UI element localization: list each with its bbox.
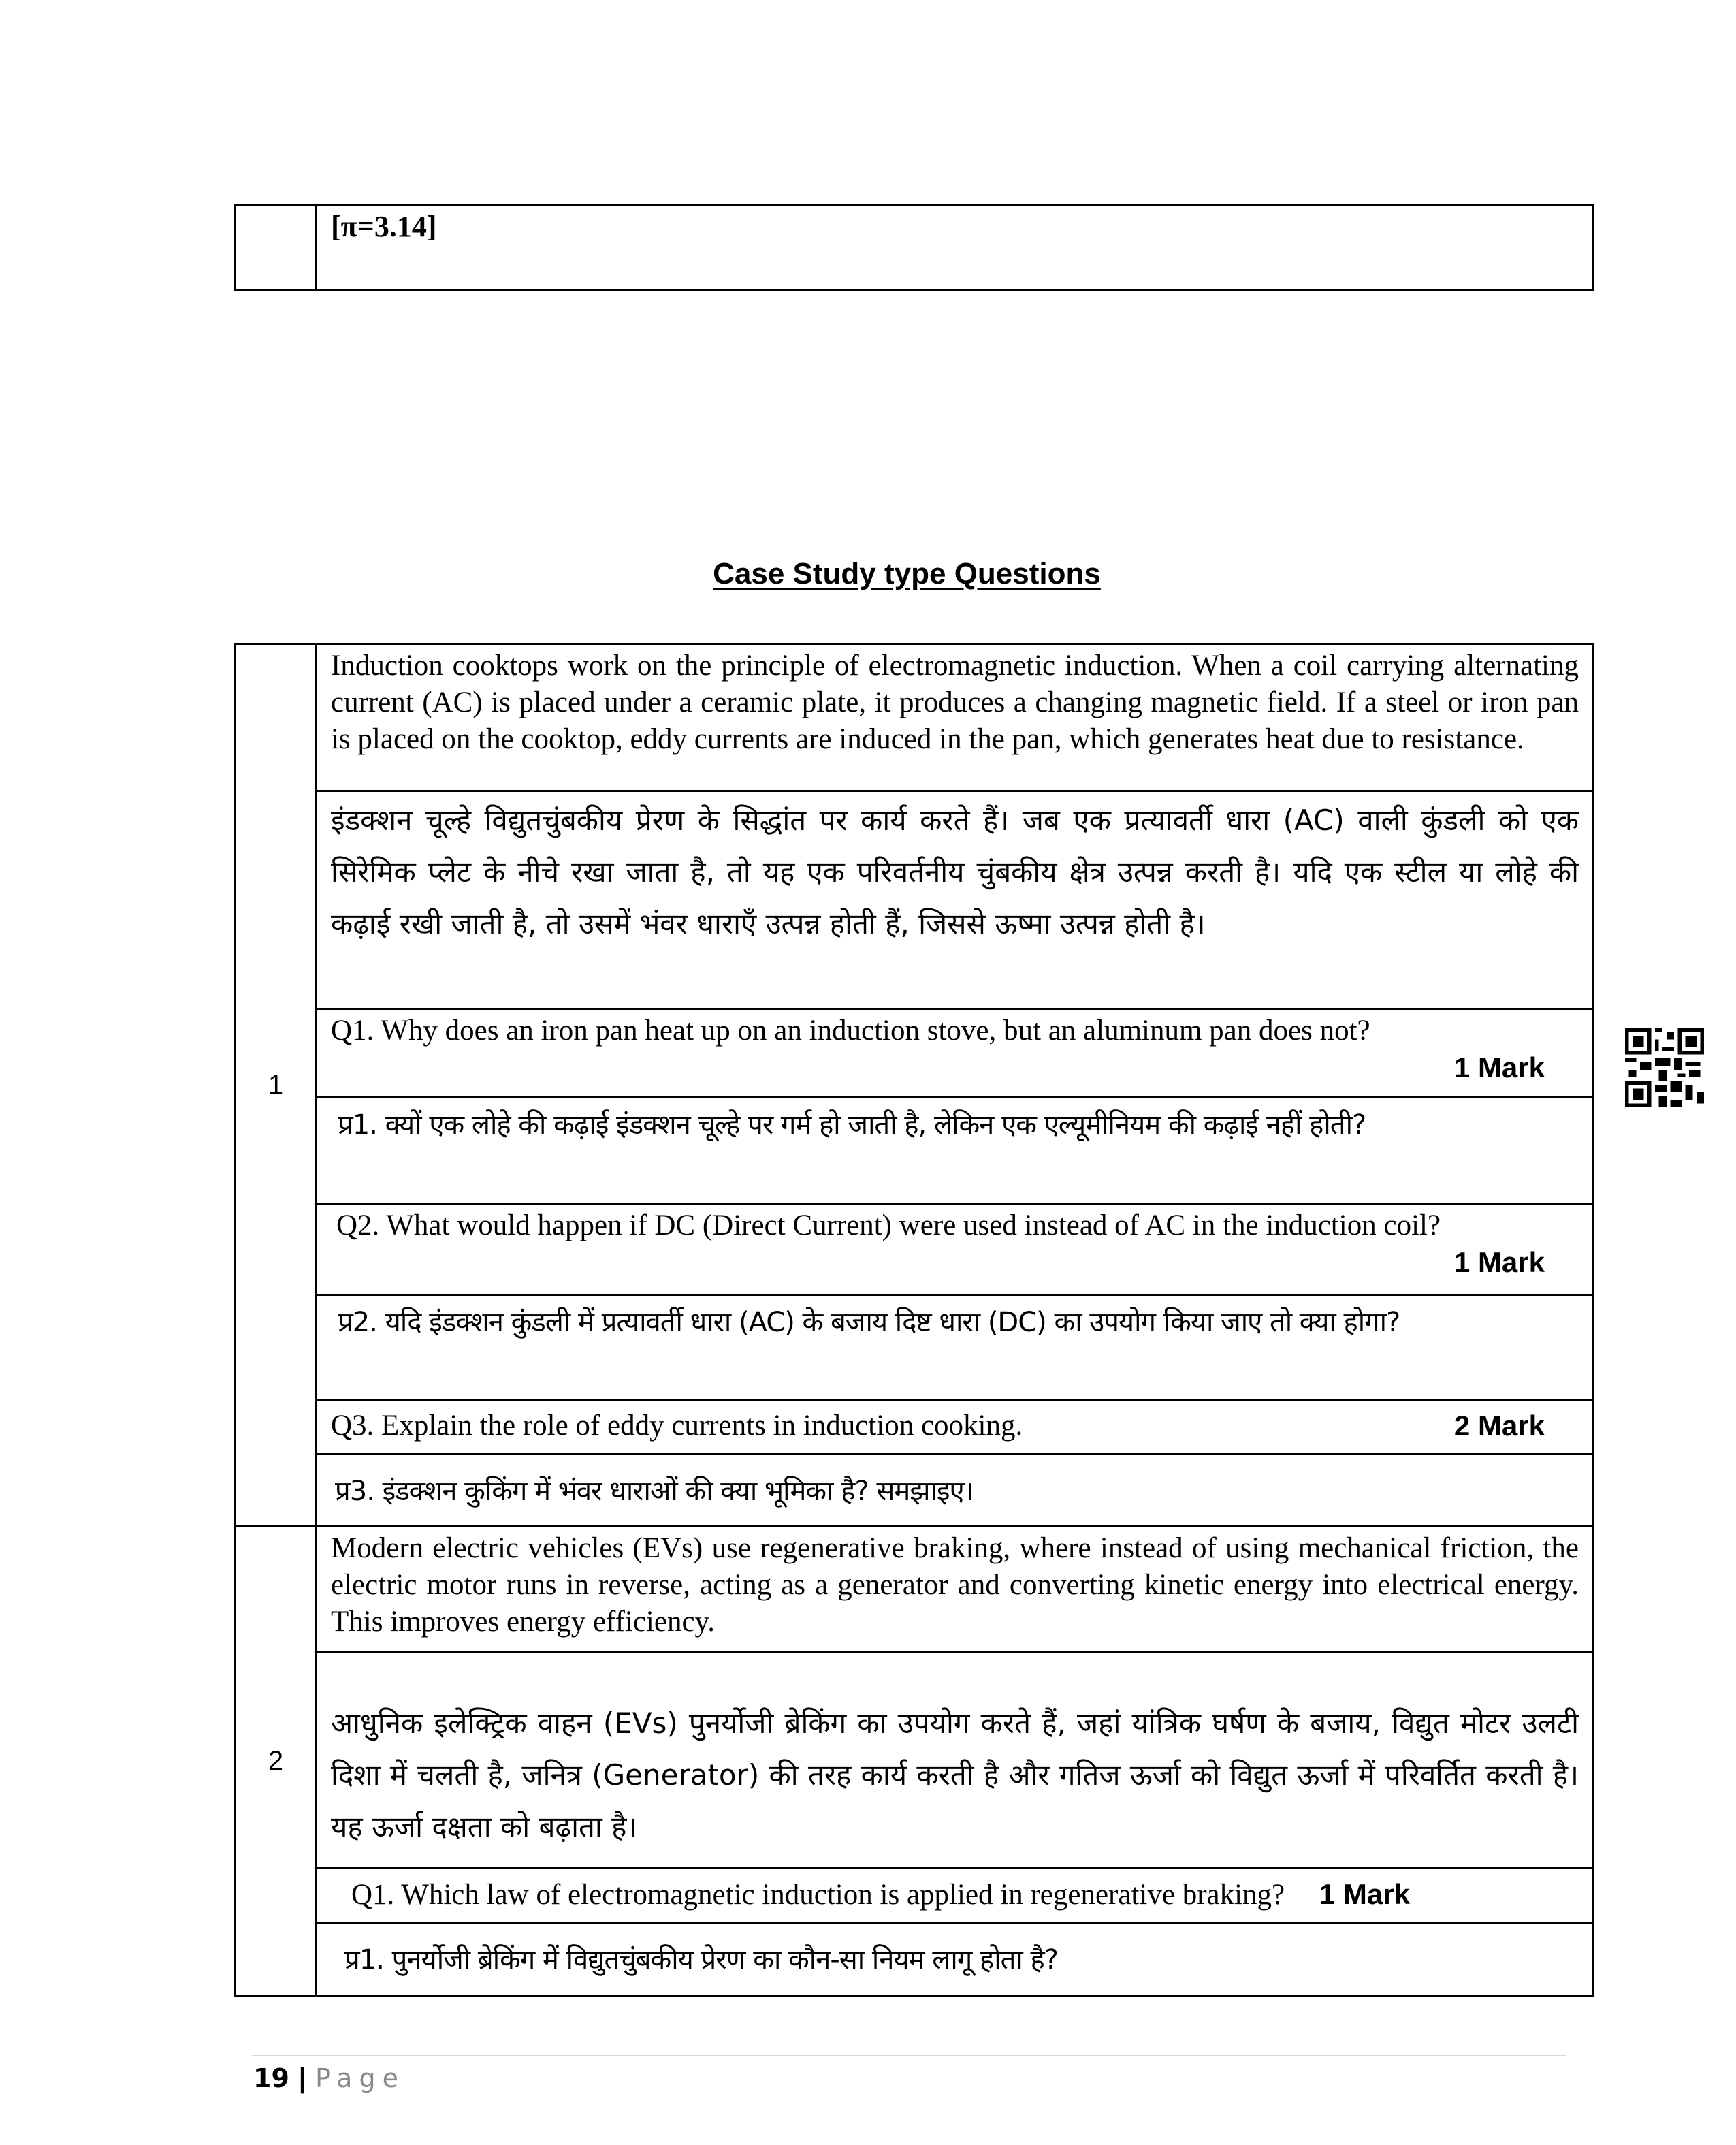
case-study-table (234, 643, 1594, 1997)
case-1-passage-en: Induction cooktops work on the principle of electromagnetic induction. When a coil carrying alternating current (AC) is placed under a ceramic plate, it produces a changing magnetic field. If a steel or iron pan is placed on the cooktop, eddy currents are induced in the pan, which generates heat due to resistance. (317, 644, 1594, 791)
case-2-passage-hi: आधुनिक इलेक्ट्रिक वाहन (EVs) पुनर्योजी ब्रेकिंग का उपयोग करते हैं, जहां यांत्रिक घर्षण के बजाय, विद्युत मोटर उलटी दिशा में चलती है, जनित्र (Generator) की तरह कार्य करती है और गतिज ऊर्जा को विद्युत ऊर्जा में परिवर्तित करती है। यह ऊर्जा दक्षता को बढ़ाता है। (317, 1652, 1594, 1869)
question-text: Q2. What would happen if DC (Direct Current) were used instead of AC in the induction coil? (336, 1209, 1441, 1241)
footer-divider (252, 2055, 1566, 2056)
pi-value: [π=3.14] (317, 206, 1594, 290)
marks-label: 1 Mark (1453, 1051, 1545, 1083)
question-text: Q3. Explain the role of eddy currents in induction cooking. (331, 1410, 1023, 1442)
marks-label: 1 Mark (1319, 1878, 1410, 1910)
footer-separator: | (297, 2063, 307, 2093)
case-1-q2-en (317, 1204, 1594, 1295)
case-2-passage-en: Modern electric vehicles (EVs) use regenerative braking, where instead of using mechanical friction, the electric motor runs in reverse, acting as a generator and converting kinetic energy into electrical energy. This improves energy efficiency. (317, 1527, 1594, 1652)
case-number: 2 (236, 1527, 317, 1997)
case-1-q3-en (317, 1400, 1594, 1455)
case-2-q1-en (317, 1869, 1594, 1923)
case-1-passage-hi: इंडक्शन चूल्हे विद्युतचुंबकीय प्रेरण के सिद्धांत पर कार्य करते हैं। जब एक प्रत्यावर्ती धारा (AC) वाली कुंडली को एक सिरेमिक प्लेट के नीचे रखा जाता है, तो यह एक परिवर्तनीय चुंबकीय क्षेत्र उत्पन्न करती है। यदि एक स्टील या लोहे की कढ़ाई रखी जाती है, तो उसमें भंवर धाराएँ उत्पन्न होती हैं, जिससे ऊष्मा उत्पन्न होती है। (317, 791, 1594, 1009)
section-title: Case Study type Questions (713, 557, 1101, 590)
page-number: 19 (253, 2063, 289, 2093)
question-text: Q1. Why does an iron pan heat up on an induction stove, but an aluminum pan does not? (331, 1015, 1370, 1047)
case-1-q3-hi: प्र3. इंडक्शन कुकिंग में भंवर धाराओं की क्या भूमिका है? समझाइए। (317, 1455, 1594, 1527)
case-number: 1 (236, 644, 317, 1527)
case-1-q1-en (317, 1009, 1594, 1098)
marks-label: 2 Mark (1453, 1410, 1545, 1442)
qr-code-icon (1624, 1028, 1705, 1107)
page-footer (253, 2063, 405, 2093)
page-label: Page (315, 2063, 405, 2093)
formula-table (234, 204, 1594, 291)
marks-label: 1 Mark (1453, 1246, 1545, 1278)
case-1-q2-hi: प्र2. यदि इंडक्शन कुंडली में प्रत्यावर्ती धारा (AC) के बजाय दिष्ट धारा (DC) का उपयोग किया जाए तो क्या होगा? (317, 1295, 1594, 1400)
case-2-q1-hi: प्र1. पुनर्योजी ब्रेकिंग में विद्युतचुंबकीय प्रेरण का कौन-सा नियम लागू होता है? (317, 1923, 1594, 1997)
case-1-q1-hi: प्र1. क्यों एक लोहे की कढ़ाई इंडक्शन चूल्हे पर गर्म हो जाती है, लेकिन एक एल्यूमीनियम की कढ़ाई नहीं होती? (317, 1098, 1594, 1204)
question-text: Q1. Which law of electromagnetic induction is applied in regenerative braking? (351, 1879, 1285, 1911)
empty-number-cell (236, 206, 317, 290)
